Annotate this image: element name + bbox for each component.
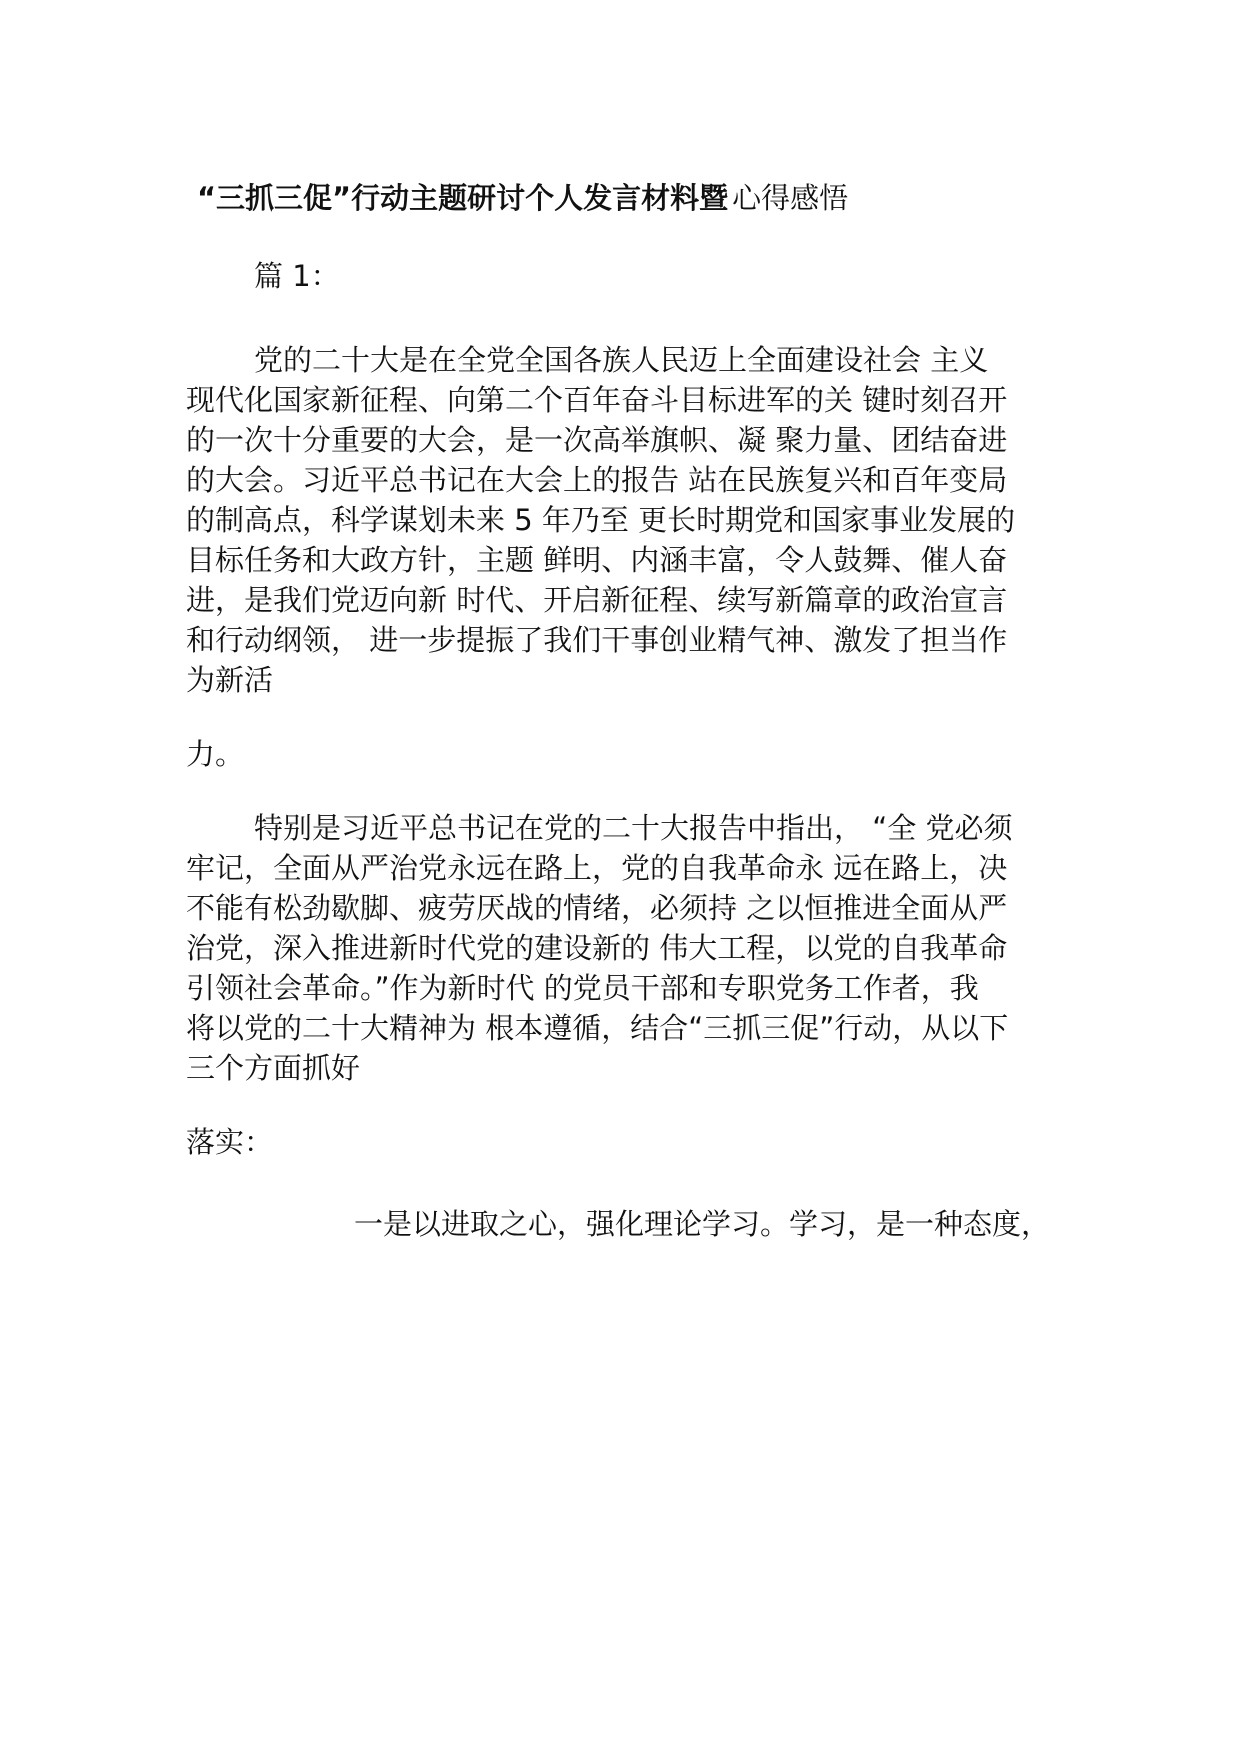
paragraph-1-line: 的制高点，科学谋划未来 5 年乃至 更长时期党和国家事业发展的 (186, 503, 1016, 537)
paragraph-2-line: 三个方面抓好 (186, 1051, 361, 1085)
title-subtitle: 心得感悟 (732, 181, 849, 215)
section-heading: 篇 1： (254, 259, 340, 293)
paragraph-1-line: 的大会。习近平总书记在大会上的报告 站在民族复兴和百年变局 (186, 463, 1008, 497)
title-main: “三抓三促”行动主题研讨个人发言材料暨 (197, 181, 729, 215)
paragraph-2-line: 将以党的二十大精神为 根本遵循，结合“三抓三促”行动，从以下 (186, 1011, 1009, 1045)
paragraph-1-line: 党的二十大是在全党全国各族人民迈上全面建设社会 主义 (254, 343, 989, 377)
paragraph-2-line: 牢记，全面从严治党永远在路上，党的自我革命永 远在路上，决 (186, 851, 1008, 885)
paragraph-1-line: 进，是我们党迈向新 时代、开启新征程、续写新篇章的政治宣言 (186, 583, 1008, 617)
paragraph-2-line: 不能有松劲歇脚、疲劳厌战的情绪，必须持 之以恒推进全面从严 (186, 891, 1008, 925)
paragraph-2-line: 引领社会革命。”作为新时代 的党员干部和专职党务工作者，我 (186, 971, 979, 1005)
document-title (197, 178, 848, 218)
paragraph-1-line: 为新活 (186, 663, 274, 697)
paragraph-1-line: 目标任务和大政方针，主题 鲜明、内涵丰富，令人鼓舞、催人奋 (186, 543, 1008, 577)
paragraph-2-line: 特别是习近平总书记在党的二十大报告中指出， “全 党必须 (254, 811, 1013, 845)
paragraph-1-line: 的一次十分重要的大会，是一次高举旗帜、凝 聚力量、团结奋进 (186, 423, 1008, 457)
paragraph-1-line: 现代化国家新征程、向第二个百年奋斗目标进军的关 键时刻召开 (186, 383, 1008, 417)
paragraph-2-line: 治党，深入推进新时代党的建设新的 伟大工程，以党的自我革命 (186, 931, 1008, 965)
paragraph-2-tail: 落实： (186, 1125, 274, 1159)
paragraph-1-line: 和行动纲领， 进一步提振了我们干事创业精气神、激发了担当作 (186, 623, 1008, 657)
paragraph-3-line: 一是以进取之心，强化理论学习。学习，是一种态度， (354, 1207, 1051, 1241)
paragraph-1-tail: 力。 (186, 737, 245, 771)
